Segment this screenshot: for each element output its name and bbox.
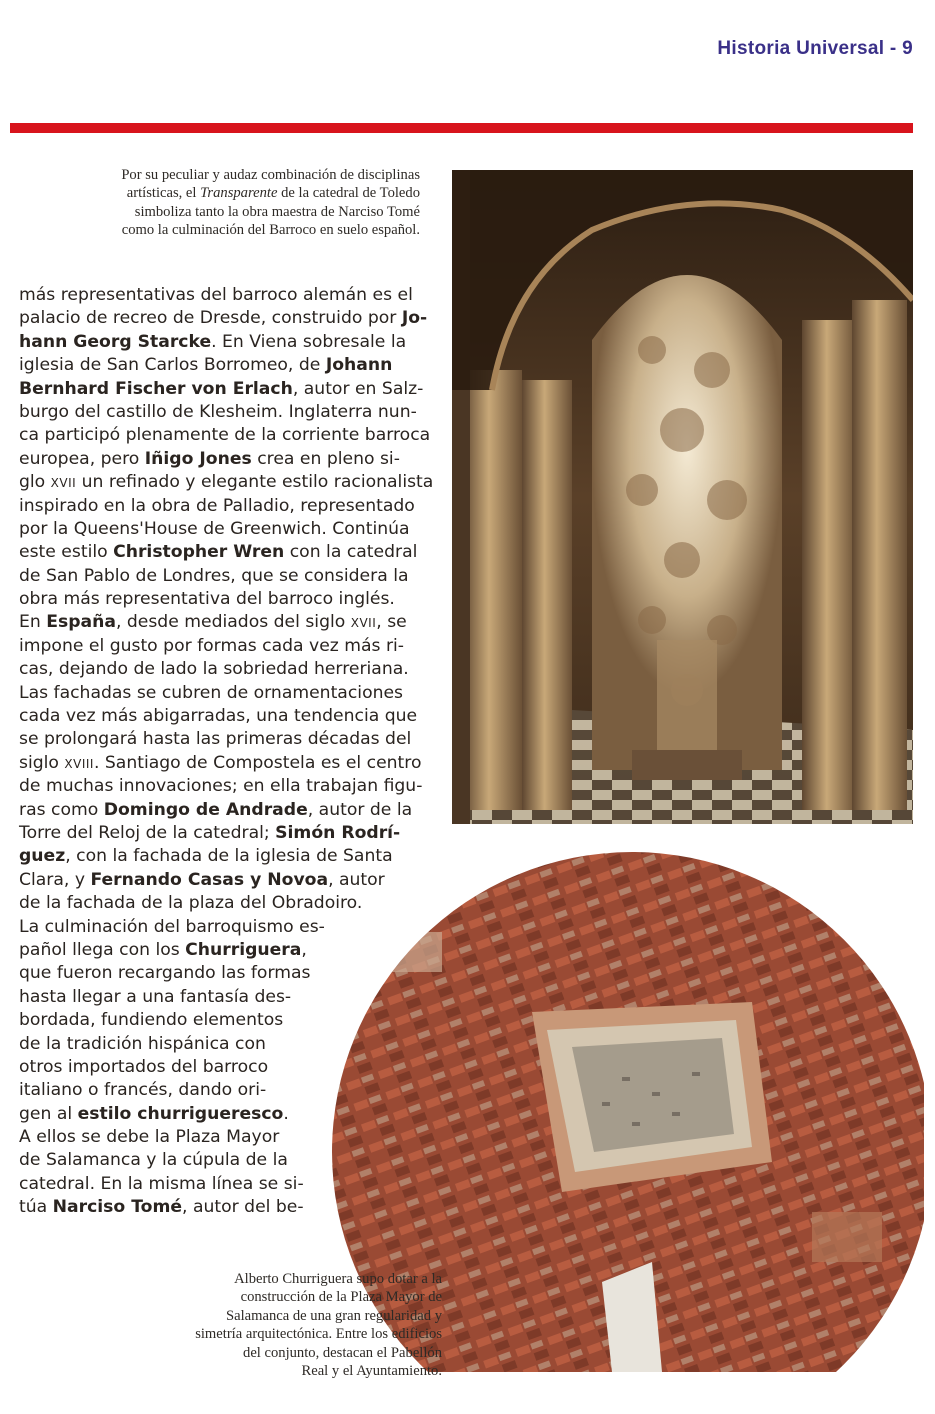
photo-transparente-toledo [452,170,913,824]
caption-transparente: Por su peculiar y audaz combinación de disciplinas artísticas, el Transparente de la catedral de Toledo simboliza tanto la obra maestra de Narciso Tomé como la culminación del Barroco en suelo español. [121,167,420,239]
caption-plaza-mayor: Alberto Churriguera supo dotar a la construcción de la Plaza Mayor de Salamanca de una gran regularidad y simetría arquitectónica. Entre los edificios del conjunto, destacan el Pabellón Real y el Ayuntamiento. [195,1271,442,1380]
header-rule [10,123,913,133]
running-header: Historia Universal - 9 [717,38,913,59]
article-body: más representativas del barroco alemán es el palacio de recreo de Dresde, construido por Jo- hann Georg Starcke. En Viena sobresale la iglesia de San Carlos Borromeo, de Johann Bernhard Fischer von Erlach, autor en Salz- burgo del castillo de Klesheim. Inglaterra nun- ca participó plenamente de la corriente barroca europea, pero Iñigo Jones crea en pleno si- glo XVII un refinado y elegante estilo racionalista inspirado en la obra de Palladio, representado por la Queens'House de Greenwich. Continúa este estilo Christopher Wren con la catedral de San Pablo de Londres, que se considera la obra más representativa del barroco inglés. En España, desde mediados del siglo XVII, se impone el gusto por formas cada vez más ri- cas, dejando de lado la sobriedad herreriana. Las fachadas se cubren de ornamentaciones cada vez más abigarradas, una tendencia que se prolongará hasta las primeras décadas del siglo XVIII. Santiago de Compostela es el centro de muchas innovaciones; en ella trabajan figu- ras como Domingo de Andrade, autor de la Torre del Reloj de la catedral; Simón Rodrí- guez, con la fachada de la iglesia de Santa Clara, y Fernando Casas y Novoa, autor de la fachada de la plaza del Obradoiro. La culminación del barroquismo es- pañol llega con los Churriguera, que fueron recargando las formas hasta llegar a una fantasía des- bordada, fundiendo elementos de la tradición hispánica con otros importados del barroco italiano o francés, dando ori- gen al estilo churrigueresco. A ellos se debe la Plaza Mayor de Salamanca y la cúpula de la catedral. En la misma línea se si- túa Narciso Tomé, autor del be- [19,285,434,1218]
